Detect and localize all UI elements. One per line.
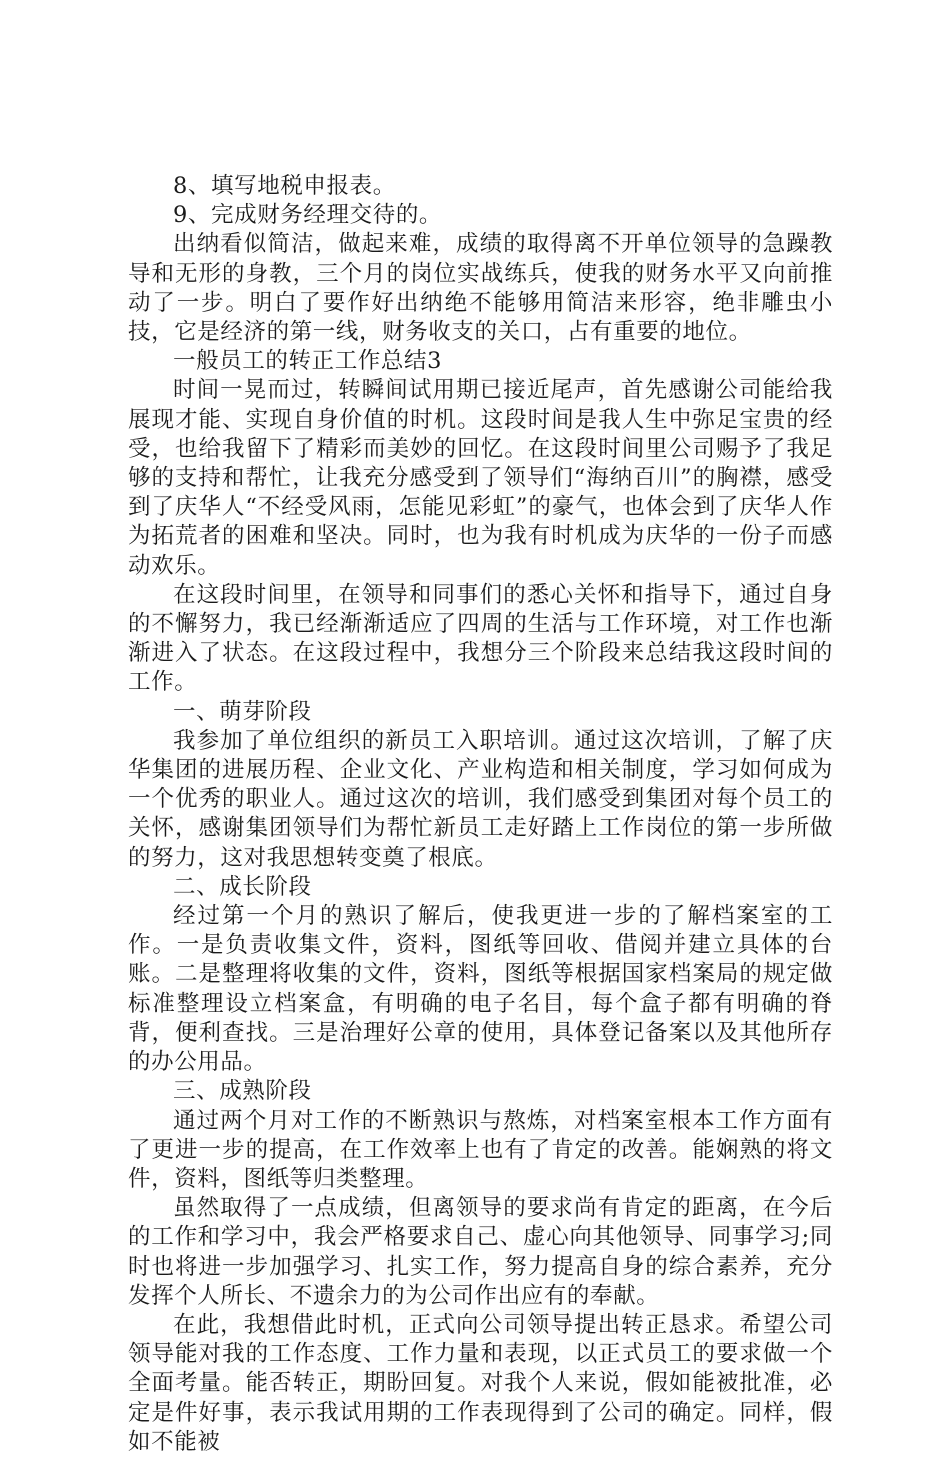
heading-stage-2: 二、成长阶段 (173, 873, 312, 900)
paragraph-outlook: 虽然取得了一点成绩，但离领导的要求尚有肯定的距离，在今后的工作和学习中，我会严格要求自己、虚心向其他领导、同事学习;同时也将进一步加强学习、扎实工作，努力提高自身的综合素养，充分发挥个人所长、不遗余力的为公司作出应有的奉献。 (128, 1195, 833, 1309)
paragraph-request: 在此，我想借此时机，正式向公司领导提出转正恳求。希望公司领导能对我的工作态度、工作力量和表现，以正式员工的要求做一个全面考量。能否转正，期盼回复。对我个人来说，假如能被批准，必定是件好事，表示我试用期的工作表现得到了公司的确定。同样，假如不能被 (128, 1311, 833, 1455)
list-item-8: 8、填写地税申报表。 (173, 173, 396, 199)
paragraph-stage-3: 通过两个月对工作的不断熟识与熬炼，对档案室根本工作方面有了更进一步的提高，在工作效率上也有了肯定的改善。能娴熟的将文件，资料，图纸等归类整理。 (128, 1107, 833, 1192)
heading-stage-1: 一、萌芽阶段 (173, 698, 312, 725)
paragraph-stage-2: 经过第一个月的熟识了解后，使我更进一步的了解档案室的工作。一是负责收集文件，资料，图纸等回收、借阅并建立具体的台账。二是整理将收集的文件，资料，图纸等根据国家档案局的规定做标准整理设立档案盒，有明确的电子名目，每个盒子都有明确的脊背，便利查找。三是治理好公章的使用，具体登记备案以及其他所存的办公用品。 (128, 903, 833, 1076)
heading-stage-3: 三、成熟阶段 (173, 1078, 312, 1105)
paragraph-adaptation: 在这段时间里，在领导和同事们的悉心关怀和指导下，通过自身的不懈努力，我已经渐渐适应了四周的生活与工作环境，对工作也渐渐进入了状态。在这段过程中，我想分三个阶段来总结我这段时间的工作。 (128, 581, 833, 696)
list-item-9: 9、完成财务经理交待的。 (173, 202, 443, 229)
paragraph-stage-1: 我参加了单位组织的新员工入职培训。通过这次培训，了解了庆华集团的进展历程、企业文化、产业构造和相关制度，学习如何成为一个优秀的职业人。通过这次的培训，我们感受到集团对每个员工的关怀，感谢集团领导们为帮忙新员工走好踏上工作岗位的第一步所做的努力，这对我思想转变奠了根底。 (128, 727, 833, 871)
paragraph-intro: 时间一晃而过，转瞬间试用期已接近尾声，首先感谢公司能给我展现才能、实现自身价值的时机。这段时间是我人生中弥足宝贵的经受，也给我留下了精彩而美妙的回忆。在这段时间里公司赐予了我足够的支持和帮忙，让我充分感受到了领导们“海纳百川”的胸襟，感受到了庆华人“不经受风雨，怎能见彩虹”的豪气，也体会到了庆华人作为拓荒者的困难和坚决。同时，也为我有时机成为庆华的一份子而感动欢乐。 (128, 377, 833, 579)
section-title: 一般员工的转正工作总结3 (173, 348, 443, 375)
document-body (128, 172, 833, 1457)
paragraph-cashier-summary: 出纳看似简洁，做起来难，成绩的取得离不开单位领导的急躁教导和无形的身教，三个月的岗位实战练兵，使我的财务水平又向前推动了一步。明白了要作好出纳绝不能够用简洁来形容，绝非雕虫小技，它是经济的第一线，财务收支的关口，占有重要的地位。 (128, 231, 833, 346)
